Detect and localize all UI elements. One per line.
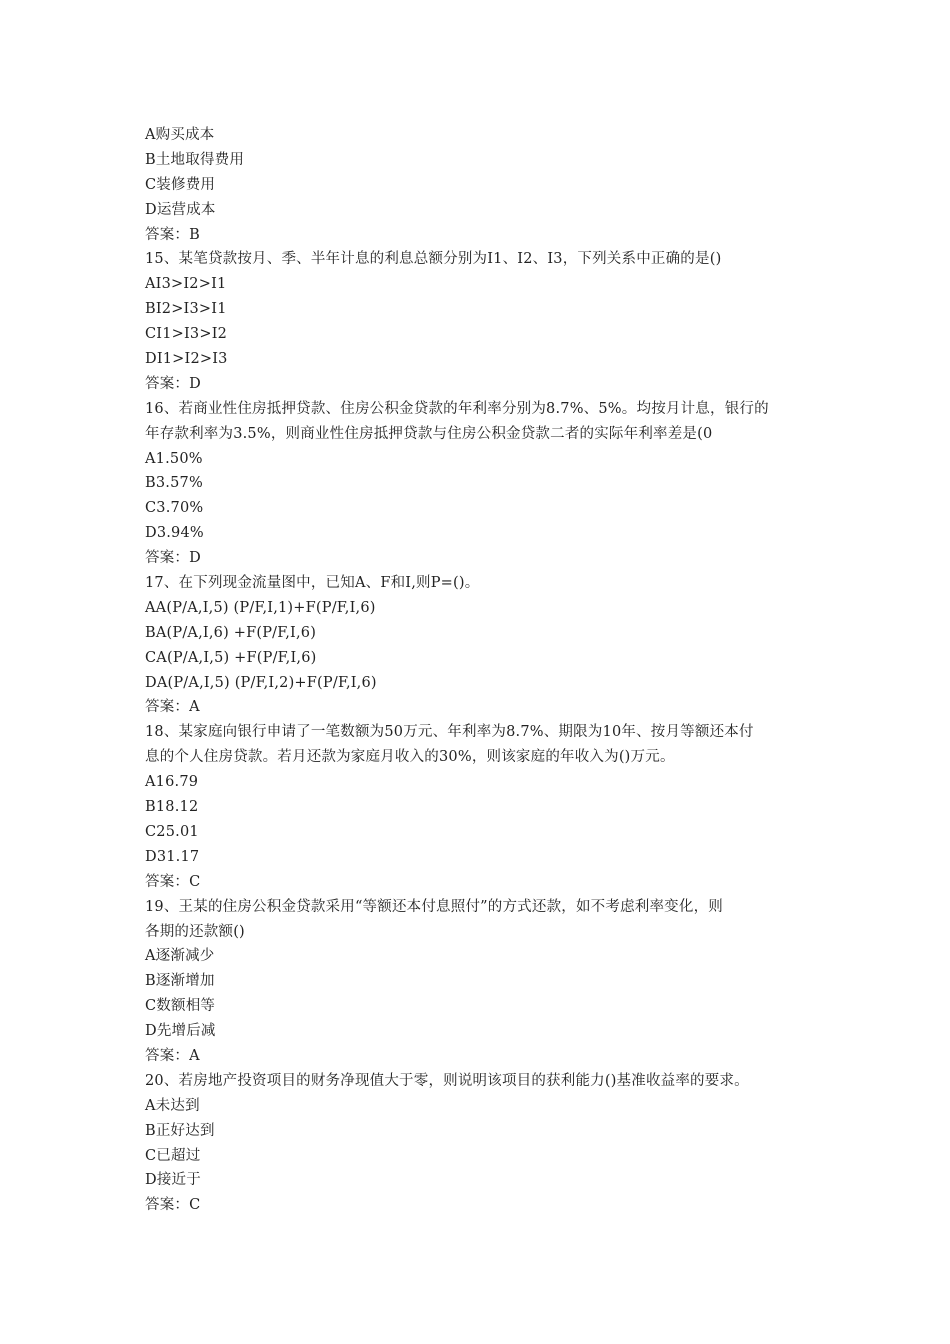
- document-body: [145, 123, 835, 1218]
- answer-text: 答案：B: [145, 226, 200, 243]
- option-text: D先增后减: [145, 1023, 216, 1040]
- option-text: C已超过: [145, 1147, 201, 1164]
- question-18-continued: 息的个人住房贷款。若月还款为家庭月收入的30%，则该家庭的年收入为()万元。: [145, 749, 675, 766]
- option-text: B3.57%: [145, 475, 203, 492]
- question-16: 16、若商业性住房抵押贷款、住房公积金贷款的年利率分别为8.7%、5%。均按月计息，银行的: [145, 400, 769, 417]
- question-20: 20、若房地产投资项目的财务净现值大于零，则说明该项目的获利能力()基准收益率的要求。: [145, 1072, 749, 1089]
- option-text: D接近于: [145, 1172, 201, 1189]
- option-text: A1.50%: [145, 450, 203, 467]
- option-text: DA(P/A,I,5) (P/F,I,2)+F(P/F,I,6): [145, 674, 377, 691]
- option-text: C3.70%: [145, 500, 204, 517]
- option-text: A购买成本: [145, 127, 215, 143]
- question-19: 19、王某的住房公积金贷款采用“等额还本付息照付”的方式还款，如不考虑利率变化，则: [145, 898, 723, 915]
- option-text: B正好达到: [145, 1122, 215, 1139]
- answer-text: 答案：A: [145, 1047, 200, 1064]
- option-text: D运营成本: [145, 201, 216, 218]
- option-text: A未达到: [145, 1097, 200, 1114]
- question-17: 17、在下列现金流量图中，已知A、F和I,则P=()。: [145, 575, 480, 592]
- option-text: C数额相等: [145, 998, 216, 1015]
- option-text: CI1>I3>I2: [145, 326, 228, 343]
- option-text: AA(P/A,I,5) (P/F,I,1)+F(P/F,I,6): [145, 599, 376, 616]
- question-18: 18、某家庭向银行申请了一笔数额为50万元、年利率为8.7%、期限为10年、按月等额还本付: [145, 724, 754, 741]
- answer-text: 答案：C: [145, 873, 201, 890]
- option-text: C25.01: [145, 823, 199, 840]
- answer-text: 答案：D: [145, 550, 201, 567]
- answer-text: 答案：D: [145, 375, 201, 392]
- question-16-continued: 年存款利率为3.5%，则商业性住房抵押贷款与住房公积金贷款二者的实际年利率差是(0: [145, 425, 713, 442]
- option-text: BI2>I3>I1: [145, 301, 227, 318]
- option-text: AI3>I2>I1: [145, 276, 227, 293]
- answer-text: 答案：A: [145, 699, 200, 716]
- option-text: D3.94%: [145, 525, 204, 542]
- question-15: 15、某笔贷款按月、季、半年计息的利息总额分别为I1、I2、I3，下列关系中正确的是(): [145, 251, 722, 268]
- option-text: DI1>I2>I3: [145, 351, 228, 368]
- answer-text: 答案：C: [145, 1197, 201, 1214]
- option-text: BA(P/A,I,6) +F(P/F,I,6): [145, 624, 317, 641]
- option-text: B土地取得费用: [145, 151, 245, 168]
- option-text: D31.17: [145, 848, 200, 865]
- option-text: A逐渐减少: [145, 948, 215, 965]
- option-text: A16.79: [145, 774, 199, 791]
- option-text: CA(P/A,I,5) +F(P/F,I,6): [145, 649, 317, 666]
- option-text: B18.12: [145, 799, 199, 816]
- question-19-continued: 各期的还款额(): [145, 923, 245, 940]
- option-text: C装修费用: [145, 176, 216, 193]
- option-text: B逐渐增加: [145, 973, 215, 990]
